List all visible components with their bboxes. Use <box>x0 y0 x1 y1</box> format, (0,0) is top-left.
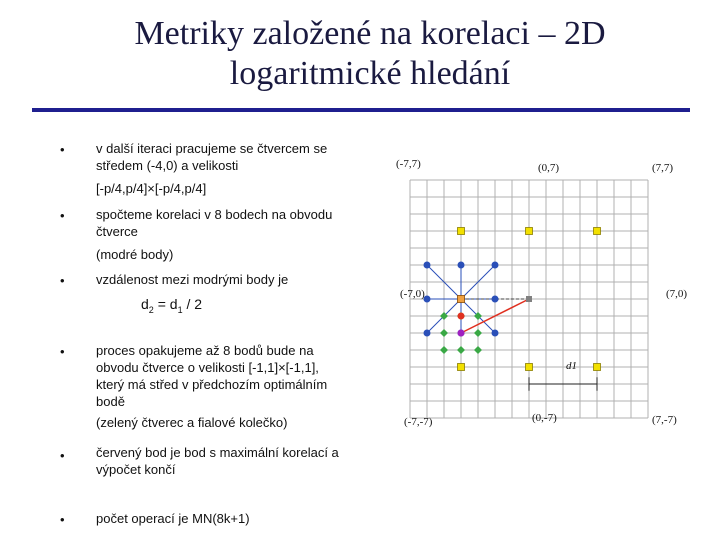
blue-point <box>458 262 465 269</box>
yellow-square-point <box>526 228 533 235</box>
title-line-2: logaritmické hledání <box>229 55 511 92</box>
bullet-text-2 <box>96 206 386 263</box>
bullet-line: spočteme korelaci v 8 bodech na obvodu <box>96 207 333 222</box>
bullet-marker: • <box>60 208 65 223</box>
bullet-line: obvodu čtverce o velikosti [-1,1]×[-1,1], <box>96 360 319 375</box>
bullet-line: vzdálenost mezi modrými body je <box>96 272 289 287</box>
yellow-square-point <box>594 364 601 371</box>
blue-point <box>492 330 499 337</box>
green-diamond-point <box>457 346 465 354</box>
bullet-text-4 <box>96 342 386 431</box>
bullet-text-5 <box>96 444 386 478</box>
yellow-square-point <box>594 228 601 235</box>
bullet-marker: • <box>60 344 65 359</box>
yellow-square-point <box>526 364 533 371</box>
orange-square-point <box>458 296 465 303</box>
bullet-line: čtverce <box>96 224 138 239</box>
yellow-square-point <box>458 364 465 371</box>
green-diamond-point <box>474 346 482 354</box>
bullet-marker: • <box>60 448 65 463</box>
bullet-line: [-p/4,p/4]×[-p/4,p/4] <box>96 181 207 196</box>
label-bottom-center: (0,-7) <box>532 412 557 424</box>
bullet-line: (modré body) <box>96 247 174 262</box>
label-mid-right: (7,0) <box>666 288 688 300</box>
bullet-line: středem (-4,0) a velikosti <box>96 158 239 173</box>
search-grid-figure <box>390 150 700 440</box>
label-mid-left: (-7,0) <box>400 288 425 300</box>
bullet-text-1 <box>96 140 386 197</box>
blue-point <box>492 262 499 269</box>
green-diamond-point <box>440 329 448 337</box>
label-bottom-right: (7,-7) <box>652 414 677 426</box>
title-line-1: Metriky založené na korelaci – 2D <box>134 15 606 52</box>
bullet-marker: • <box>60 512 65 527</box>
label-top-center: (0,7) <box>538 162 560 174</box>
red-point <box>458 313 465 320</box>
label-top-left: (-7,7) <box>396 158 421 170</box>
bullet-text-3 <box>96 271 386 288</box>
bullet-line: v další iteraci pracujeme se čtvercem se <box>96 141 328 156</box>
distance-formula: $d_2 = d_1 / 2$ <box>141 296 203 315</box>
bullet-line: který má střed v předchozím optimálním <box>96 377 328 392</box>
yellow-square-point <box>458 228 465 235</box>
bullet-line: výpočet končí <box>96 462 176 477</box>
purple-point <box>458 330 465 337</box>
blue-point <box>424 262 431 269</box>
blue-point <box>424 330 431 337</box>
blue-point <box>492 296 499 303</box>
search-grid-svg <box>390 150 700 440</box>
bullet-line: bodě <box>96 394 125 409</box>
gray-square-point <box>526 296 532 302</box>
label-top-right: (7,7) <box>652 162 674 174</box>
bullet-line: (zelený čtverec a fialové kolečko) <box>96 415 288 430</box>
bullet-marker: • <box>60 273 65 288</box>
bullet-marker: • <box>60 142 65 157</box>
green-diamond-point <box>474 329 482 337</box>
label-bottom-left: (-7,-7) <box>404 416 433 428</box>
bullet-line: proces opakujeme až 8 bodů bude na <box>96 343 314 358</box>
bullet-text-6 <box>96 510 386 527</box>
bullet-line: červený bod je bod s maximální korelací a <box>96 445 339 460</box>
label-d1: d1 <box>566 360 577 372</box>
green-diamond-point <box>440 346 448 354</box>
bullet-line: počet operací je MN(8k+1) <box>96 511 250 526</box>
